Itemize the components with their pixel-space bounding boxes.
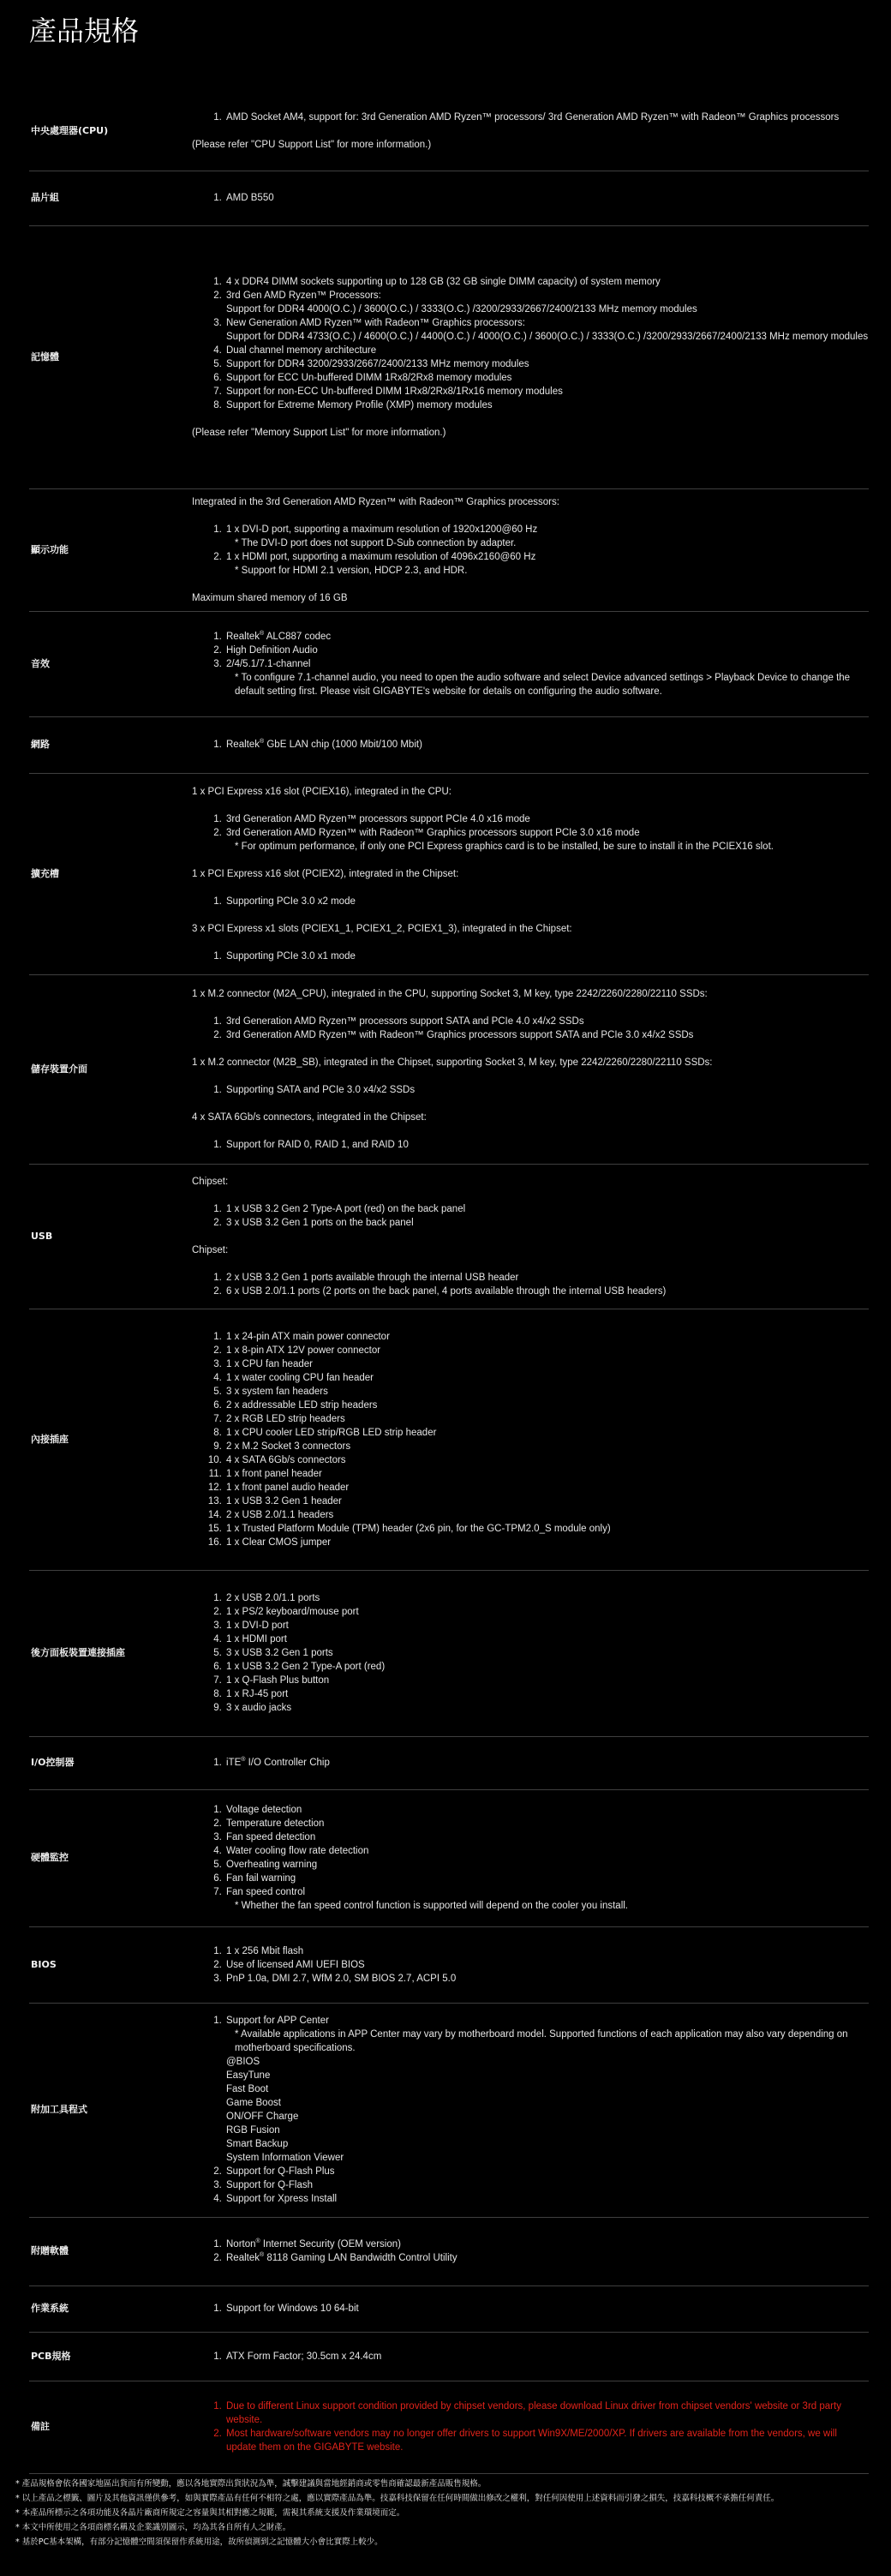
spec-list-item: 4. 1 x water cooling CPU fan header	[224, 1371, 869, 1385]
spec-list-item: 4. 1 x HDMI port	[224, 1632, 869, 1646]
spec-list-subline: * Available applications in APP Center may vary by motherboard model. Supported functions of each application may also vary depending on motherboard specifications.	[235, 2029, 848, 2053]
spec-list-item: 2. Use of licensed AMI UEFI BIOS	[224, 1958, 869, 1972]
spec-list-subline: Smart Backup	[226, 2139, 289, 2149]
spec-list	[192, 1138, 869, 1152]
spec-list-item: 1. Supporting SATA and PCIe 3.0 x4/x2 SSDs	[224, 1083, 869, 1097]
spec-list-item: 1. 1 x 256 Mbit flash	[224, 1944, 869, 1958]
spec-list-item: 8. 1 x CPU cooler LED strip/RGB LED strip header	[224, 1426, 869, 1440]
spec-list-item: 1. Due to different Linux support condition provided by chipset vendors, please download Linux driver from chipset vendors' website or 3rd party website.	[224, 2399, 869, 2427]
spec-list	[192, 1591, 869, 1715]
spec-value	[192, 2332, 869, 2381]
spec-list-subline: System Information Viewer	[226, 2153, 344, 2163]
spec-list-item: 2. Most hardware/software vendors may no longer offer drivers to support Win9X/ME/2000/XP. If drivers are available from the vendors, we will update them on the GIGABYTE website.	[224, 2427, 869, 2454]
spec-list-subline: Support for DDR4 4000(O.C.) / 3600(O.C.) / 3333(O.C.) /3200/2933/2667/2400/2133 MHz memory modules	[226, 303, 697, 315]
spec-list-subline: ON/OFF Charge	[226, 2112, 299, 2122]
spec-row	[29, 2003, 869, 2217]
spec-list-item: 1. Voltage detection	[224, 1803, 869, 1817]
spec-list-subline: * The DVI-D port does not support D-Sub connection by adapter.	[235, 537, 517, 548]
spec-list-item: 3. New Generation AMD Ryzen™ with Radeon™ Graphics processors: Support for DDR4 4733(O.C.) / 4600(O.C.) / 4400(O.C.) / 4000(O.C.) / 3600(O.C.) / 3333(O.C.) /3200/2933/2667/2400/2133 MHz memory modules	[224, 316, 869, 344]
spec-list	[192, 2302, 869, 2315]
spec-list-item: 14. 2 x USB 2.0/1.1 headers	[224, 1508, 869, 1522]
spec-note: 1 x M.2 connector (M2A_CPU), integrated in the CPU, supporting Socket 3, M key, type 2242/2260/2280/22110 SSDs:	[192, 988, 708, 999]
spec-row	[29, 488, 869, 611]
spec-list-item: 3. Fan speed detection	[224, 1830, 869, 1844]
spec-row	[29, 1926, 869, 2003]
spec-list-item: 1. 4 x DDR4 DIMM sockets supporting up to 128 GB (32 GB single DIMM capacity) of system memory	[224, 275, 869, 289]
spec-list-item: 3. PnP 1.0a, DMI 2.7, WfM 2.0, SM BIOS 2.7, ACPI 5.0	[224, 1972, 869, 1986]
spec-list-item: 3. 2/4/5.1/7.1-channel * To configure 7.1-channel audio, you need to open the audio software and select Device advanced settings > Playback Device to change the default setting first. Please visit GIGABYTE's website for details on configuring the audio software.	[224, 657, 869, 698]
spec-list	[192, 1330, 869, 1549]
spec-list-subline: * Whether the fan speed control function is supported will depend on the cooler you install.	[235, 1901, 629, 1911]
spec-list-subline: * Support for HDMI 2.1 version, HDCP 2.3, and HDR.	[235, 565, 468, 576]
spec-row	[29, 2217, 869, 2285]
spec-list	[192, 275, 869, 412]
spec-list-item: 2. 1 x HDMI port, supporting a maximum resolution of 4096x2160@60 Hz * Support for HDMI 2.1 version, HDCP 2.3, and HDR.	[224, 550, 869, 578]
spec-row	[29, 974, 869, 1164]
spec-label: 作業系統	[31, 2303, 69, 2314]
spec-list-item: 1. AMD Socket AM4, support for: 3rd Generation AMD Ryzen™ processors/ 3rd Generation AMD Ryzen™ with Radeon™ Graphics processors	[224, 111, 869, 124]
spec-value	[192, 2217, 869, 2285]
spec-row	[29, 171, 869, 225]
footer-note: * 本產品所標示之各項功能及各晶片廠商所規定之容量與其相對應之規範，需視其系統支援及作業環境而定。	[15, 2508, 405, 2518]
spec-list-item: 7. 2 x RGB LED strip headers	[224, 1412, 869, 1426]
spec-list	[192, 895, 869, 908]
spec-list-item: 3. Support for Q-Flash	[224, 2178, 869, 2192]
spec-value	[192, 171, 869, 225]
spec-value	[192, 93, 869, 171]
spec-label: 擴充槽	[31, 867, 59, 879]
spec-label: 附贈軟體	[31, 2245, 69, 2256]
spec-list-item: 6. Support for ECC Un-buffered DIMM 1Rx8/2Rx8 memory modules	[224, 371, 869, 385]
spec-list-item: 6. 1 x USB 3.2 Gen 2 Type-A port (red)	[224, 1660, 869, 1674]
spec-list-subline: @BIOS	[226, 2057, 260, 2067]
spec-list	[192, 738, 869, 752]
spec-label: I/O控制器	[31, 1757, 75, 1768]
spec-value	[192, 225, 869, 488]
spec-list	[192, 1803, 869, 1913]
spec-label: 內接插座	[31, 1433, 69, 1445]
spec-row	[29, 716, 869, 773]
spec-note: 3 x PCI Express x1 slots (PCIEX1_1, PCIEX1_2, PCIEX1_3), integrated in the Chipset:	[192, 923, 572, 934]
spec-label: 晶片組	[31, 192, 59, 203]
spec-list-item: 6. 2 x addressable LED strip headers	[224, 1399, 869, 1412]
spec-list-item: 1. 1 x USB 3.2 Gen 2 Type-A port (red) on the back panel	[224, 1202, 869, 1216]
spec-list-item: 1. Realtek® GbE LAN chip (1000 Mbit/100 Mbit)	[224, 738, 869, 752]
spec-note: Chipset:	[192, 1244, 229, 1255]
spec-list-item: 10. 4 x SATA 6Gb/s connectors	[224, 1453, 869, 1467]
spec-label: PCB規格	[31, 2350, 71, 2362]
spec-list-item: 3. 1 x DVI-D port	[224, 1619, 869, 1632]
spec-list	[192, 1944, 869, 1986]
spec-list	[192, 111, 869, 124]
spec-list-item: 2. 1 x PS/2 keyboard/mouse port	[224, 1605, 869, 1619]
spec-list-item: 1. Support for APP Center * Available applications in APP Center may vary by motherboard model. Supported functions of each application may also vary depending on motherboard specifications. @BIOS EasyTune Fast Boot Game Boost ON/OFF Charge RGB Fusion Smart Backup System Information Viewer	[224, 2014, 869, 2165]
spec-list-item: 4. Support for Xpress Install	[224, 2192, 869, 2206]
spec-list-item: 1. Supporting PCIe 3.0 x1 mode	[224, 950, 869, 963]
spec-list	[192, 191, 869, 205]
spec-list-item: 13. 1 x USB 3.2 Gen 1 header	[224, 1495, 869, 1508]
spec-list-item: 2. Support for Q-Flash Plus	[224, 2165, 869, 2178]
spec-list-item: 11. 1 x front panel header	[224, 1467, 869, 1481]
spec-label: 記憶體	[31, 350, 59, 362]
spec-label: 附加工具程式	[31, 2104, 87, 2115]
spec-value	[192, 2381, 869, 2473]
footer-notes	[15, 2477, 881, 2549]
spec-value	[192, 974, 869, 1164]
spec-label: 顯示功能	[31, 543, 69, 555]
spec-label: 音效	[31, 657, 50, 669]
spec-list-item: 1. Norton® Internet Security (OEM version)	[224, 2238, 869, 2251]
spec-list	[192, 1756, 869, 1770]
footer-note: * 基於PC基本架構，有部分記憶體空間須保留作系統用途，故所偵測到之記憶體大小會比實際上較少。	[15, 2537, 383, 2547]
spec-list-subline: EasyTune	[226, 2070, 271, 2081]
spec-list-item: 2. 3rd Generation AMD Ryzen™ with Radeon™ Graphics processors support SATA and PCIe 3.0 x4/x2 SSDs	[224, 1028, 869, 1042]
spec-note: 1 x M.2 connector (M2B_SB), integrated in the Chipset, supporting Socket 3, M key, type 2242/2260/2280/22110 SSDs:	[192, 1057, 713, 1068]
spec-list-item: 2. 1 x 8-pin ATX 12V power connector	[224, 1344, 869, 1357]
spec-value	[192, 1570, 869, 1736]
spec-note: 1 x PCI Express x16 slot (PCIEX2), integrated in the Chipset:	[192, 868, 459, 879]
spec-row	[29, 1164, 869, 1309]
spec-list	[192, 1083, 869, 1097]
spec-list-item: 1. 2 x USB 3.2 Gen 1 ports available through the internal USB header	[224, 1271, 869, 1285]
spec-list	[192, 2238, 869, 2265]
spec-list-item: 1. Support for RAID 0, RAID 1, and RAID 10	[224, 1138, 869, 1152]
spec-list-item: 3. 1 x CPU fan header	[224, 1357, 869, 1371]
spec-value	[192, 611, 869, 716]
spec-value	[192, 1309, 869, 1570]
spec-list-item: 4. Dual channel memory architecture	[224, 344, 869, 357]
spec-list-item: 2. Temperature detection	[224, 1817, 869, 1830]
spec-label: 後方面板裝置連接插座	[31, 1647, 125, 1658]
spec-value	[192, 488, 869, 611]
spec-row	[29, 225, 869, 488]
spec-value	[192, 1164, 869, 1309]
spec-list-item: 1. 2 x USB 2.0/1.1 ports	[224, 1591, 869, 1605]
spec-label: 備註	[31, 2421, 50, 2432]
spec-list-item: 1. 3rd Generation AMD Ryzen™ processors support PCIe 4.0 x16 mode	[224, 812, 869, 826]
spec-list-subline: Support for DDR4 4733(O.C.) / 4600(O.C.) / 4400(O.C.) / 4000(O.C.) / 3600(O.C.) / 3333(O.C.) /3200/2933/2667/2400/2133 MHz memory modules	[226, 331, 869, 342]
spec-label: 儲存裝置介面	[31, 1063, 87, 1075]
spec-list-item: 2. 6 x USB 2.0/1.1 ports (2 ports on the back panel, 4 ports available through the internal USB headers)	[224, 1285, 869, 1298]
spec-row	[29, 2381, 869, 2473]
spec-list-item: 5. Overheating warning	[224, 1858, 869, 1872]
spec-row	[29, 2285, 869, 2332]
spec-list	[192, 2399, 869, 2454]
spec-label: 網路	[31, 739, 50, 750]
spec-list-item: 2. 3 x USB 3.2 Gen 1 ports on the back panel	[224, 1216, 869, 1230]
spec-label: BIOS	[31, 1958, 57, 1970]
spec-note: (Please refer "CPU Support List" for more information.)	[192, 140, 432, 151]
spec-note: (Please refer "Memory Support List" for more information.)	[192, 427, 446, 438]
spec-list-item: 2. High Definition Audio	[224, 644, 869, 657]
spec-list-item: 5. 3 x USB 3.2 Gen 1 ports	[224, 1646, 869, 1660]
spec-note: Integrated in the 3rd Generation AMD Ryzen™ with Radeon™ Graphics processors:	[192, 496, 559, 507]
spec-row	[29, 2332, 869, 2381]
spec-value	[192, 1736, 869, 1789]
spec-value	[192, 1926, 869, 2003]
spec-list-item: 1. ATX Form Factor; 30.5cm x 24.4cm	[224, 2350, 869, 2363]
spec-value	[192, 773, 869, 974]
spec-list-item: 6. Fan fail warning	[224, 1872, 869, 1885]
spec-list-subline: * To configure 7.1-channel audio, you need to open the audio software and select Device advanced settings > Playback Device to change the default setting first. Please visit GIGABYTE's website for details on configuring the audio software.	[235, 672, 851, 697]
spec-list-item: 1. Realtek® ALC887 codec	[224, 630, 869, 644]
spec-value	[192, 716, 869, 773]
spec-table	[29, 93, 869, 2474]
spec-list-item: 5. Support for DDR4 3200/2933/2667/2400/2133 MHz memory modules	[224, 357, 869, 371]
spec-row	[29, 1309, 869, 1570]
spec-list-item: 5. 3 x system fan headers	[224, 1385, 869, 1399]
spec-list-item: 15. 1 x Trusted Platform Module (TPM) header (2x6 pin, for the GC-TPM2.0_S module only)	[224, 1522, 869, 1536]
spec-list-item: 7. 1 x Q-Flash Plus button	[224, 1674, 869, 1687]
spec-list	[192, 812, 869, 854]
spec-list-item: 1. 1 x 24-pin ATX main power connector	[224, 1330, 869, 1344]
spec-list-subline: * For optimum performance, if only one PCI Express graphics card is to be installed, be sure to install it in the PCIEX16 slot.	[235, 841, 774, 852]
spec-value	[192, 2003, 869, 2217]
spec-label: 中央處理器(CPU)	[31, 125, 109, 137]
footer-note: * 產品規格會依各國家地區出貨而有所變動，應以各地實際出貨狀況為準，誠擊建議與當地經銷商或零售商確認最新產品販售規格。	[15, 2479, 487, 2489]
spec-list-item: 4. Water cooling flow rate detection	[224, 1844, 869, 1858]
spec-note: Maximum shared memory of 16 GB	[192, 592, 348, 603]
spec-list	[192, 630, 869, 698]
spec-note: Chipset:	[192, 1176, 229, 1187]
spec-list	[192, 950, 869, 963]
spec-row	[29, 773, 869, 974]
spec-row	[29, 1789, 869, 1926]
spec-list-item: 12. 1 x front panel audio header	[224, 1481, 869, 1495]
spec-list	[192, 1202, 869, 1230]
spec-row	[29, 611, 869, 716]
spec-list-item: 2. 3rd Generation AMD Ryzen™ with Radeon™ Graphics processors support PCIe 3.0 x16 mode * For optimum performance, if only one PCI Express graphics card is to be installed, be sure to install it in the PCIEX16 slot.	[224, 826, 869, 854]
spec-list-item: 2. Realtek® 8118 Gaming LAN Bandwidth Control Utility	[224, 2251, 869, 2265]
spec-label: 硬體監控	[31, 1852, 69, 1863]
spec-list-item: 16. 1 x Clear CMOS jumper	[224, 1536, 869, 1549]
spec-list	[192, 2014, 869, 2206]
spec-row	[29, 93, 869, 171]
spec-list-item: 1. 1 x DVI-D port, supporting a maximum resolution of 1920x1200@60 Hz * The DVI-D port does not support D-Sub connection by adapter.	[224, 523, 869, 550]
spec-value	[192, 2285, 869, 2332]
spec-list-item: 1. 3rd Generation AMD Ryzen™ processors support SATA and PCIe 4.0 x4/x2 SSDs	[224, 1015, 869, 1028]
spec-list-item: 1. Support for Windows 10 64-bit	[224, 2302, 869, 2315]
spec-list-item: 1. iTE® I/O Controller Chip	[224, 1756, 869, 1770]
spec-note: 1 x PCI Express x16 slot (PCIEX16), integrated in the CPU:	[192, 786, 451, 797]
spec-list-subline: Game Boost	[226, 2098, 281, 2108]
spec-list-item: 8. Support for Extreme Memory Profile (XMP) memory modules	[224, 398, 869, 412]
page-title: 產品規格	[29, 15, 140, 47]
spec-list-item: 2. 3rd Gen AMD Ryzen™ Processors: Support for DDR4 4000(O.C.) / 3600(O.C.) / 3333(O.C.) /3200/2933/2667/2400/2133 MHz memory modules	[224, 289, 869, 316]
spec-list-item: 7. Fan speed control * Whether the fan speed control function is supported will depend on the cooler you install.	[224, 1885, 869, 1913]
spec-list-item: 1. Supporting PCIe 3.0 x2 mode	[224, 895, 869, 908]
spec-list-item: 9. 2 x M.2 Socket 3 connectors	[224, 1440, 869, 1453]
spec-list-subline: RGB Fusion	[226, 2125, 280, 2136]
spec-note: 4 x SATA 6Gb/s connectors, integrated in the Chipset:	[192, 1111, 427, 1123]
spec-list-item: 7. Support for non-ECC Un-buffered DIMM 1Rx8/2Rx8/1Rx16 memory modules	[224, 385, 869, 398]
spec-row	[29, 1570, 869, 1736]
spec-value	[192, 1789, 869, 1926]
spec-label: USB	[31, 1230, 53, 1242]
spec-list-item: 9. 3 x audio jacks	[224, 1701, 869, 1715]
footer-note: * 本文中所使用之各項商標名稱及企業識別圖示，均為其各自所有人之財產。	[15, 2523, 291, 2532]
spec-list-item: 1. AMD B550	[224, 191, 869, 205]
spec-row	[29, 1736, 869, 1789]
spec-list	[192, 523, 869, 578]
footer-note: * 以上產品之標籤、圖片及其他資訊僅供參考，如與實際產品有任何不相符之處，應以實際產品為準。技嘉科技保留在任何時間做出修改之權利，對任何因使用上述資料而引發之損失，技嘉科技概不承擔任何責任。	[15, 2494, 780, 2503]
spec-list-item: 8. 1 x RJ-45 port	[224, 1687, 869, 1701]
spec-list-subline: Fast Boot	[226, 2084, 269, 2094]
spec-list	[192, 1271, 869, 1298]
spec-list	[192, 1015, 869, 1042]
spec-list	[192, 2350, 869, 2363]
